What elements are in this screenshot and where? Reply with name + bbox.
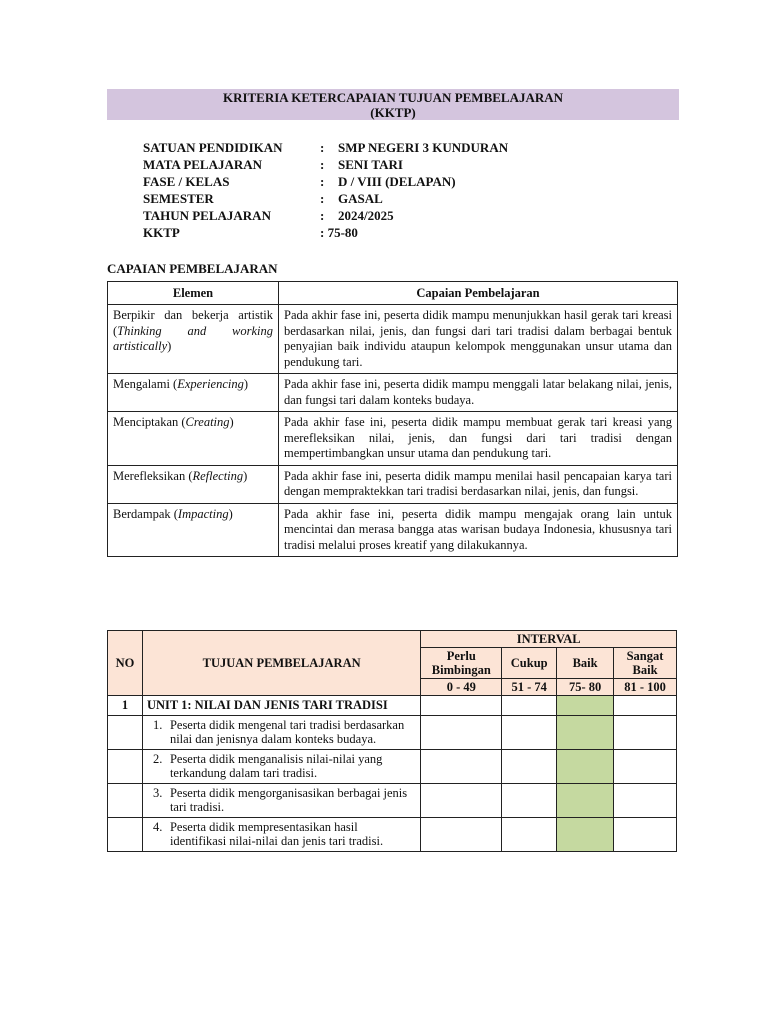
cp-cell: Pada akhir fase ini, peserta didik mampu mengajak orang lain untuk mencintai dan merasa bangga atas warisan budaya Indonesia, khususnya tari tradisi melalui proses kreatif yang dilakukannya. <box>279 503 678 557</box>
item-number: 3. <box>152 785 163 800</box>
meta-colon: : <box>320 191 325 206</box>
elemen-english: Impacting <box>177 506 229 521</box>
table-row <box>108 817 677 851</box>
item-text: Peserta didik menganalisis nilai-nilai yang terkandung dalam tari tradisi. <box>169 751 383 780</box>
list-item <box>147 786 416 815</box>
header-level: Cukup <box>502 648 557 679</box>
score-cell <box>421 817 502 851</box>
elemen-text: Merefleksikan ( <box>113 468 193 483</box>
elemen-close: ) <box>229 415 234 429</box>
score-cell <box>502 715 557 749</box>
score-cell <box>421 715 502 749</box>
meta-label: SEMESTER <box>143 191 214 206</box>
table-row <box>108 696 677 716</box>
cp-cell: Pada akhir fase ini, peserta didik mampu menunjukkan hasil gerak tari kreasi berdasarkan nilai, jenis, dan fungsi dari tari tradisi dalam berbagai bentuk penyajian baik individu ataupun kelompok menggunakan unsur utama dan pendukung tari. <box>279 305 678 374</box>
meta-value: 2024/2025 <box>338 208 394 223</box>
meta-label: FASE / KELAS <box>143 174 230 189</box>
score-cell <box>502 696 557 716</box>
elemen-text: Berpikir dan bekerja artistik ( <box>113 308 273 338</box>
score-cell <box>614 783 677 817</box>
document-title <box>107 89 679 120</box>
elemen-cell <box>108 374 279 412</box>
meta-value: SMP NEGERI 3 KUNDURAN <box>338 140 509 155</box>
score-cell <box>614 817 677 851</box>
table-row <box>108 715 677 749</box>
meta-label: KKTP <box>143 225 180 240</box>
meta-label: TAHUN PELAJARAN <box>143 208 271 223</box>
cp-cell: Pada akhir fase ini, peserta didik mampu menggali latar belakang nilai, jenis, dan fungsi tari dalam konteks budaya. <box>279 374 678 412</box>
score-cell <box>502 749 557 783</box>
header-range: 75- 80 <box>557 679 614 696</box>
tp-cell <box>142 783 420 817</box>
row-number <box>108 783 143 817</box>
tp-cell <box>142 715 420 749</box>
score-cell <box>614 696 677 716</box>
score-cell <box>421 749 502 783</box>
cp-cell: Pada akhir fase ini, peserta didik mampu membuat gerak tari kreasi yang merefleksikan nilai, jenis, dan fungsi dari tari tradisi dengan mempertimbangkan unsur utama dan pendukung tari. <box>279 412 678 466</box>
item-number: 4. <box>152 819 163 834</box>
elemen-cell <box>108 503 279 557</box>
score-cell-highlight <box>557 783 614 817</box>
meta-label: MATA PELAJARAN <box>143 157 263 172</box>
elemen-text: Mengalami ( <box>113 377 178 391</box>
meta-colon: : <box>320 140 325 155</box>
cp-cell: Pada akhir fase ini, peserta didik mampu menilai hasil pencapaian karya tari dengan mempraktekkan tari tradisi berdasarkan nilai, jenis, dan fungsi. <box>279 465 678 503</box>
meta-colon: : <box>320 174 325 189</box>
table-row <box>108 783 677 817</box>
header-elemen: Elemen <box>108 282 279 305</box>
meta-value: D / VIII (DELAPAN) <box>338 174 456 189</box>
elemen-close: ) <box>167 339 172 353</box>
tujuan-table <box>107 630 677 852</box>
title-line-1: KRITERIA KETERCAPAIAN TUJUAN PEMBELAJARAN <box>222 90 564 105</box>
list-item <box>147 718 416 747</box>
elemen-cell <box>108 412 279 466</box>
header-no: NO <box>108 631 143 696</box>
section-heading-capaian: CAPAIAN PEMBELAJARAN <box>107 261 278 276</box>
elemen-text: Menciptakan ( <box>113 415 186 429</box>
score-cell-highlight <box>557 817 614 851</box>
item-number: 2. <box>152 751 163 766</box>
elemen-close: ) <box>243 377 249 391</box>
tp-cell <box>142 817 420 851</box>
meta-value: GASAL <box>338 191 383 206</box>
score-cell <box>502 783 557 817</box>
table-row <box>108 374 678 412</box>
table-row <box>108 503 678 557</box>
list-item <box>147 752 416 781</box>
elemen-english: Thinking and working artistically <box>113 323 273 353</box>
title-line-2: (KKTP) <box>370 105 416 120</box>
table-header-row <box>108 282 678 305</box>
score-cell-highlight <box>557 749 614 783</box>
tp-cell <box>142 749 420 783</box>
meta-colon: : <box>320 208 325 223</box>
item-text: Peserta didik mengenal tari tradisi berdasarkan nilai dan jenisnya dalam konteks budaya. <box>169 717 405 746</box>
row-number <box>108 749 143 783</box>
header-level: Sangat Baik <box>614 648 677 679</box>
elemen-english: Reflecting <box>192 468 244 483</box>
score-cell-highlight <box>557 715 614 749</box>
score-cell <box>421 696 502 716</box>
header-range: 81 - 100 <box>614 679 677 696</box>
elemen-cell <box>108 465 279 503</box>
elemen-english: Creating <box>185 415 230 429</box>
header-interval: INTERVAL <box>421 631 677 648</box>
list-item <box>147 820 416 849</box>
header-capaian: Capaian Pembelajaran <box>279 282 678 305</box>
score-cell <box>614 749 677 783</box>
score-cell-highlight <box>557 696 614 716</box>
score-cell <box>421 783 502 817</box>
elemen-close: ) <box>243 468 248 483</box>
unit-title: UNIT 1: NILAI DAN JENIS TARI TRADISI <box>142 696 420 716</box>
table-row <box>108 465 678 503</box>
row-number <box>108 715 143 749</box>
header-level: Baik <box>557 648 614 679</box>
header-range: 51 - 74 <box>502 679 557 696</box>
meta-colon: : <box>320 157 325 172</box>
meta-label: SATUAN PENDIDIKAN <box>143 140 283 155</box>
row-number <box>108 817 143 851</box>
table-row <box>108 412 678 466</box>
row-number: 1 <box>108 696 143 716</box>
header-tujuan: TUJUAN PEMBELAJARAN <box>142 631 420 696</box>
score-cell <box>502 817 557 851</box>
elemen-close: ) <box>228 506 233 521</box>
capaian-table <box>107 281 678 557</box>
item-number: 1. <box>152 717 163 732</box>
meta-value: SENI TARI <box>338 157 403 172</box>
item-text: Peserta didik mengorganisasikan berbagai jenis tari tradisi. <box>169 785 408 814</box>
elemen-english: Experiencing <box>177 377 244 391</box>
meta-value: : 75-80 <box>320 225 358 240</box>
table-row <box>108 305 678 374</box>
elemen-text: Berdampak ( <box>113 506 178 521</box>
table-header-row <box>108 631 677 648</box>
score-cell <box>614 715 677 749</box>
elemen-cell <box>108 305 279 374</box>
item-text: Peserta didik mempresentasikan hasil identifikasi nilai-nilai dan jenis tari tradisi. <box>169 819 384 848</box>
header-range: 0 - 49 <box>421 679 502 696</box>
header-level: Perlu Bimbingan <box>421 648 502 679</box>
table-row <box>108 749 677 783</box>
